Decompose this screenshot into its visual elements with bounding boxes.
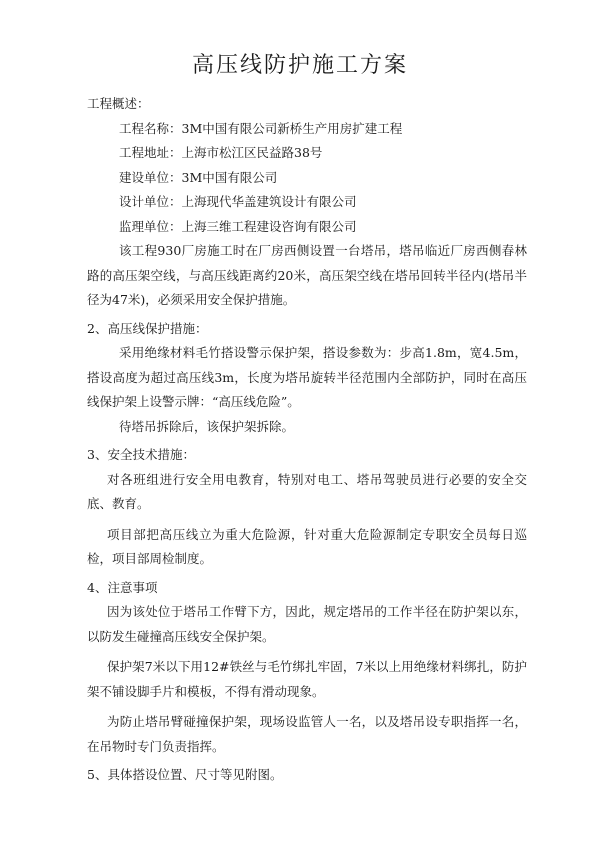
section-2-paragraph-2: 待塔吊拆除后，该保护架拆除。 — [119, 418, 295, 434]
document-title: 高压线防护施工方案 — [191, 53, 408, 78]
section-3-heading: 3、安全技术措施： — [87, 447, 195, 462]
overview-heading: 工程概述： — [87, 96, 150, 111]
section-4-heading: 4、注意事项 — [87, 579, 158, 595]
overview-paragraph: 该工程930厂房施工时在厂房西侧设置一台塔吊，塔吊临近厂房西侧春林路的高压架空线，与高压线距离约20米，高压架空线在塔吊回转半径内(塔吊半径为47米)，必须采用安全保护措施。 — [87, 243, 527, 307]
section-4-paragraph-2: 保护架7米以下用12#铁丝与毛竹绑扎牢固，7米以上用绝缘材料绑扎，防护架不铺设脚手片和模板，不得有滑动现象。 — [87, 659, 527, 699]
project-address: 工程地址：上海市松江区民益路38号 — [119, 145, 323, 160]
project-name: 工程名称：3M中国有限公司新桥生产用房扩建工程 — [119, 120, 403, 136]
builder-unit: 建设单位：3M中国有限公司 — [119, 169, 278, 185]
designer-unit: 设计单位：上海现代华盖建筑设计有限公司 — [119, 194, 357, 209]
section-5-heading: 5、具体搭设位置、尺寸等见附图。 — [87, 767, 283, 782]
section-2-heading: 2、高压线保护措施： — [87, 320, 208, 336]
section-2-paragraph-1: 采用绝缘材料毛竹搭设警示保护架，搭设参数为：步高1.8m，宽4.5m，搭设高度为超过高压线3m，长度为塔吊旋转半径范围内全部防护，同时在高压线保护架上设警示牌：“高压线危险”。 — [87, 345, 527, 409]
supervisor-unit: 监理单位：上海三维工程建设咨询有限公司 — [119, 218, 357, 234]
section-4-paragraph-1: 因为该处位于塔吊工作臂下方，因此，规定塔吊的工作半径在防护架以东，以防发生碰撞高压线安全保护架。 — [87, 604, 527, 644]
section-3-paragraph-2: 项目部把高压线立为重大危险源，针对重大危险源制定专职安全员每日巡检，项目部周检制度。 — [87, 526, 527, 566]
section-4-paragraph-3: 为防止塔吊臂碰撞保护架，现场设监管人一名，以及塔吊设专职指挥一名，在吊物时专门负责指挥。 — [87, 714, 527, 754]
document-body — [87, 92, 527, 788]
section-3-paragraph-1: 对各班组进行安全用电教育，特别对电工、塔吊驾驶员进行必要的安全交底、教育。 — [87, 471, 527, 511]
